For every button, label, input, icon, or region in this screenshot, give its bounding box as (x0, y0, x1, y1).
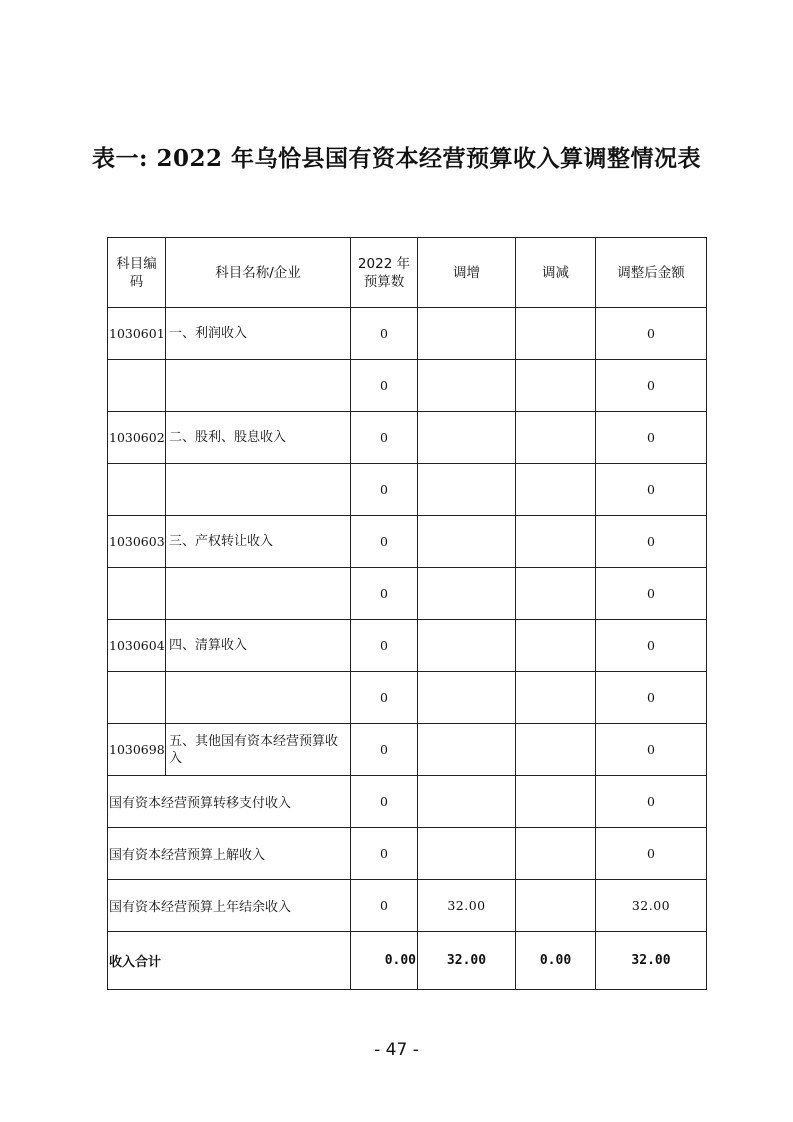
table-row (108, 724, 707, 776)
row-decrease (516, 620, 596, 672)
page-title: 表一: 2022 年乌恰县国有资本经营预算收入算调整情况表 (91, 145, 702, 172)
row-decrease (516, 308, 596, 360)
table-row (108, 880, 707, 932)
row-adjusted: 0 (596, 360, 707, 412)
row-budget: 0 (351, 464, 418, 516)
row-name: 国有资本经营预算转移支付收入 (108, 776, 351, 828)
row-decrease (516, 516, 596, 568)
row-code: 1030601 (108, 308, 166, 360)
row-budget: 0 (351, 672, 418, 724)
table-row (108, 308, 707, 360)
table-row (108, 568, 707, 620)
table-row (108, 412, 707, 464)
row-code (108, 360, 166, 412)
row-budget: 0 (351, 620, 418, 672)
total-increase: 32.00 (418, 932, 516, 990)
row-increase (418, 412, 516, 464)
row-increase (418, 828, 516, 880)
row-budget: 0 (351, 360, 418, 412)
row-budget: 0 (351, 880, 418, 932)
row-code: 1030698 (108, 724, 166, 776)
row-adjusted: 0 (596, 620, 707, 672)
header-name: 科目名称/企业 (166, 238, 351, 308)
row-name: 二、股利、股息收入 (166, 412, 351, 464)
row-adjusted: 0 (596, 724, 707, 776)
table-row (108, 464, 707, 516)
table-row (108, 776, 707, 828)
header-increase: 调增 (418, 238, 516, 308)
row-increase (418, 724, 516, 776)
row-decrease (516, 568, 596, 620)
row-increase (418, 360, 516, 412)
row-adjusted: 0 (596, 516, 707, 568)
row-increase (418, 620, 516, 672)
total-budget: 0.00 (351, 932, 418, 990)
row-name: 一、利润收入 (166, 308, 351, 360)
row-decrease (516, 724, 596, 776)
row-adjusted: 0 (596, 412, 707, 464)
row-name: 国有资本经营预算上解收入 (108, 828, 351, 880)
row-adjusted: 0 (596, 308, 707, 360)
row-adjusted: 32.00 (596, 880, 707, 932)
header-budget: 2022 年预算数 (351, 238, 418, 308)
row-code: 1030602 (108, 412, 166, 464)
table-row (108, 360, 707, 412)
row-increase (418, 776, 516, 828)
budget-adjustment-table (107, 237, 707, 990)
row-budget: 0 (351, 516, 418, 568)
header-decrease: 调减 (516, 238, 596, 308)
page-number: - 47 - (374, 1040, 419, 1060)
row-increase (418, 464, 516, 516)
header-adjusted: 调整后金额 (596, 238, 707, 308)
row-name: 五、其他国有资本经营预算收入 (166, 724, 351, 776)
row-name (166, 568, 351, 620)
row-code (108, 568, 166, 620)
row-budget: 0 (351, 568, 418, 620)
row-code (108, 464, 166, 516)
row-budget: 0 (351, 776, 418, 828)
row-decrease (516, 672, 596, 724)
row-increase (418, 308, 516, 360)
row-code: 1030603 (108, 516, 166, 568)
row-budget: 0 (351, 724, 418, 776)
row-decrease (516, 360, 596, 412)
row-increase (418, 516, 516, 568)
row-adjusted: 0 (596, 776, 707, 828)
row-name (166, 360, 351, 412)
row-increase (418, 568, 516, 620)
row-increase (418, 672, 516, 724)
row-name (166, 672, 351, 724)
row-adjusted: 0 (596, 672, 707, 724)
row-code (108, 672, 166, 724)
total-adjusted: 32.00 (596, 932, 707, 990)
row-decrease (516, 828, 596, 880)
row-adjusted: 0 (596, 828, 707, 880)
row-adjusted: 0 (596, 464, 707, 516)
table-row (108, 672, 707, 724)
table-row (108, 516, 707, 568)
row-budget: 0 (351, 828, 418, 880)
table-row (108, 620, 707, 672)
row-name (166, 464, 351, 516)
row-decrease (516, 776, 596, 828)
total-decrease: 0.00 (516, 932, 596, 990)
row-adjusted: 0 (596, 568, 707, 620)
row-name: 四、清算收入 (166, 620, 351, 672)
row-code: 1030604 (108, 620, 166, 672)
row-name: 国有资本经营预算上年结余收入 (108, 880, 351, 932)
row-budget: 0 (351, 412, 418, 464)
header-code: 科目编码 (108, 238, 166, 308)
table-header-row (108, 238, 707, 308)
total-label: 收入合计 (108, 932, 351, 990)
table-row (108, 828, 707, 880)
row-budget: 0 (351, 308, 418, 360)
row-increase: 32.00 (418, 880, 516, 932)
row-decrease (516, 880, 596, 932)
row-decrease (516, 464, 596, 516)
total-row (108, 932, 707, 990)
row-name: 三、产权转让收入 (166, 516, 351, 568)
row-decrease (516, 412, 596, 464)
